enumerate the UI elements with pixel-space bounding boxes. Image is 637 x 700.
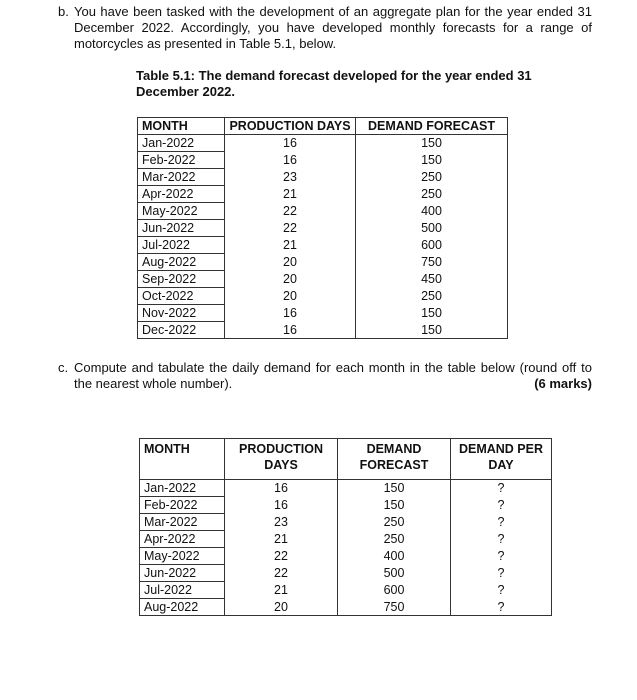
table-row [138,322,508,339]
cell-production-days: 21 [225,186,356,203]
daily-demand-answer-table [139,438,552,616]
cell-demand-forecast: 150 [338,480,451,497]
cell-demand-per-day: ? [451,514,552,531]
column-header-demand-forecast: DEMAND FORECAST [338,439,451,480]
question-b [58,4,592,52]
cell-demand-forecast: 450 [356,271,508,288]
cell-production-days: 20 [225,288,356,305]
question-b-text: You have been tasked with the development of an aggregate plan for the year ended 31 December 2022. Accordingly, you have developed monthly forecasts for a range of motorcycles as presented in Table 5.1, below. [74,4,592,51]
table-header-row [140,439,552,480]
table-5-1-demand-forecast [137,117,508,339]
question-c-text [74,360,592,392]
cell-demand-forecast: 150 [338,497,451,514]
cell-demand-per-day: ? [451,480,552,497]
cell-month: Jan-2022 [138,135,225,152]
table-row [138,152,508,169]
cell-demand-forecast: 750 [338,599,451,616]
cell-demand-forecast: 150 [356,152,508,169]
table-row [140,514,552,531]
column-header-month: MONTH [138,118,225,135]
cell-production-days: 21 [225,531,338,548]
cell-demand-per-day: ? [451,599,552,616]
cell-production-days: 16 [225,497,338,514]
cell-month: Sep-2022 [138,271,225,288]
cell-demand-forecast: 600 [338,582,451,599]
cell-month: Dec-2022 [138,322,225,339]
cell-production-days: 16 [225,480,338,497]
cell-demand-per-day: ? [451,565,552,582]
table-row [138,169,508,186]
table-row [140,582,552,599]
cell-production-days: 21 [225,582,338,599]
cell-demand-forecast: 500 [356,220,508,237]
cell-demand-forecast: 150 [356,322,508,339]
table-row [140,565,552,582]
cell-month: Jul-2022 [138,237,225,254]
cell-month: Jun-2022 [140,565,225,582]
cell-month: Oct-2022 [138,288,225,305]
cell-month: May-2022 [138,203,225,220]
cell-production-days: 23 [225,169,356,186]
table-row [138,220,508,237]
cell-demand-forecast: 250 [356,186,508,203]
cell-month: Mar-2022 [140,514,225,531]
cell-month: Apr-2022 [140,531,225,548]
table-row [138,203,508,220]
table-row [138,288,508,305]
table-row [138,305,508,322]
column-header-production-days: PRODUCTION DAYS [225,118,356,135]
table-5-1-caption: Table 5.1: The demand forecast developed for the year ended 31 December 2022. [136,68,532,99]
column-header-demand-forecast: DEMAND FORECAST [356,118,508,135]
cell-month: Jan-2022 [140,480,225,497]
cell-month: Apr-2022 [138,186,225,203]
cell-month: Aug-2022 [138,254,225,271]
cell-demand-forecast: 250 [338,531,451,548]
column-header-demand-per-day: DEMAND PER DAY [451,439,552,480]
cell-production-days: 16 [225,135,356,152]
cell-demand-forecast: 150 [356,305,508,322]
cell-demand-forecast: 150 [356,135,508,152]
table-row [138,254,508,271]
cell-production-days: 20 [225,599,338,616]
cell-month: Feb-2022 [138,152,225,169]
cell-month: Nov-2022 [138,305,225,322]
cell-production-days: 20 [225,254,356,271]
cell-production-days: 16 [225,322,356,339]
cell-month: Feb-2022 [140,497,225,514]
cell-demand-forecast: 400 [338,548,451,565]
cell-demand-per-day: ? [451,531,552,548]
cell-production-days: 22 [225,565,338,582]
table-row [140,548,552,565]
cell-demand-per-day: ? [451,582,552,599]
cell-production-days: 16 [225,152,356,169]
cell-month: Jun-2022 [138,220,225,237]
cell-production-days: 22 [225,548,338,565]
cell-month: Jul-2022 [140,582,225,599]
cell-production-days: 20 [225,271,356,288]
cell-demand-forecast: 250 [356,169,508,186]
column-header-month: MONTH [140,439,225,480]
cell-demand-forecast: 500 [338,565,451,582]
cell-production-days: 21 [225,237,356,254]
table-header-row [138,118,508,135]
cell-demand-forecast: 400 [356,203,508,220]
table-row [138,271,508,288]
cell-month: Mar-2022 [138,169,225,186]
cell-production-days: 16 [225,305,356,322]
table-row [140,480,552,497]
question-c [58,360,592,392]
cell-month: Aug-2022 [140,599,225,616]
cell-demand-forecast: 250 [338,514,451,531]
cell-demand-per-day: ? [451,497,552,514]
question-b-letter: b. [58,4,69,19]
table-row [138,135,508,152]
table-row [140,531,552,548]
cell-production-days: 22 [225,203,356,220]
question-c-marks: (6 marks) [534,376,592,391]
cell-production-days: 23 [225,514,338,531]
question-c-letter: c. [58,360,69,375]
table-row [138,237,508,254]
cell-demand-forecast: 750 [356,254,508,271]
cell-production-days: 22 [225,220,356,237]
table-row [138,186,508,203]
cell-demand-forecast: 600 [356,237,508,254]
cell-demand-per-day: ? [451,548,552,565]
table-row [140,497,552,514]
question-c-body: Compute and tabulate the daily demand for each month in the table below (round off to the nearest whole number). [74,360,592,391]
table-row [140,599,552,616]
column-header-production-days: PRODUCTION DAYS [225,439,338,480]
cell-month: May-2022 [140,548,225,565]
cell-demand-forecast: 250 [356,288,508,305]
